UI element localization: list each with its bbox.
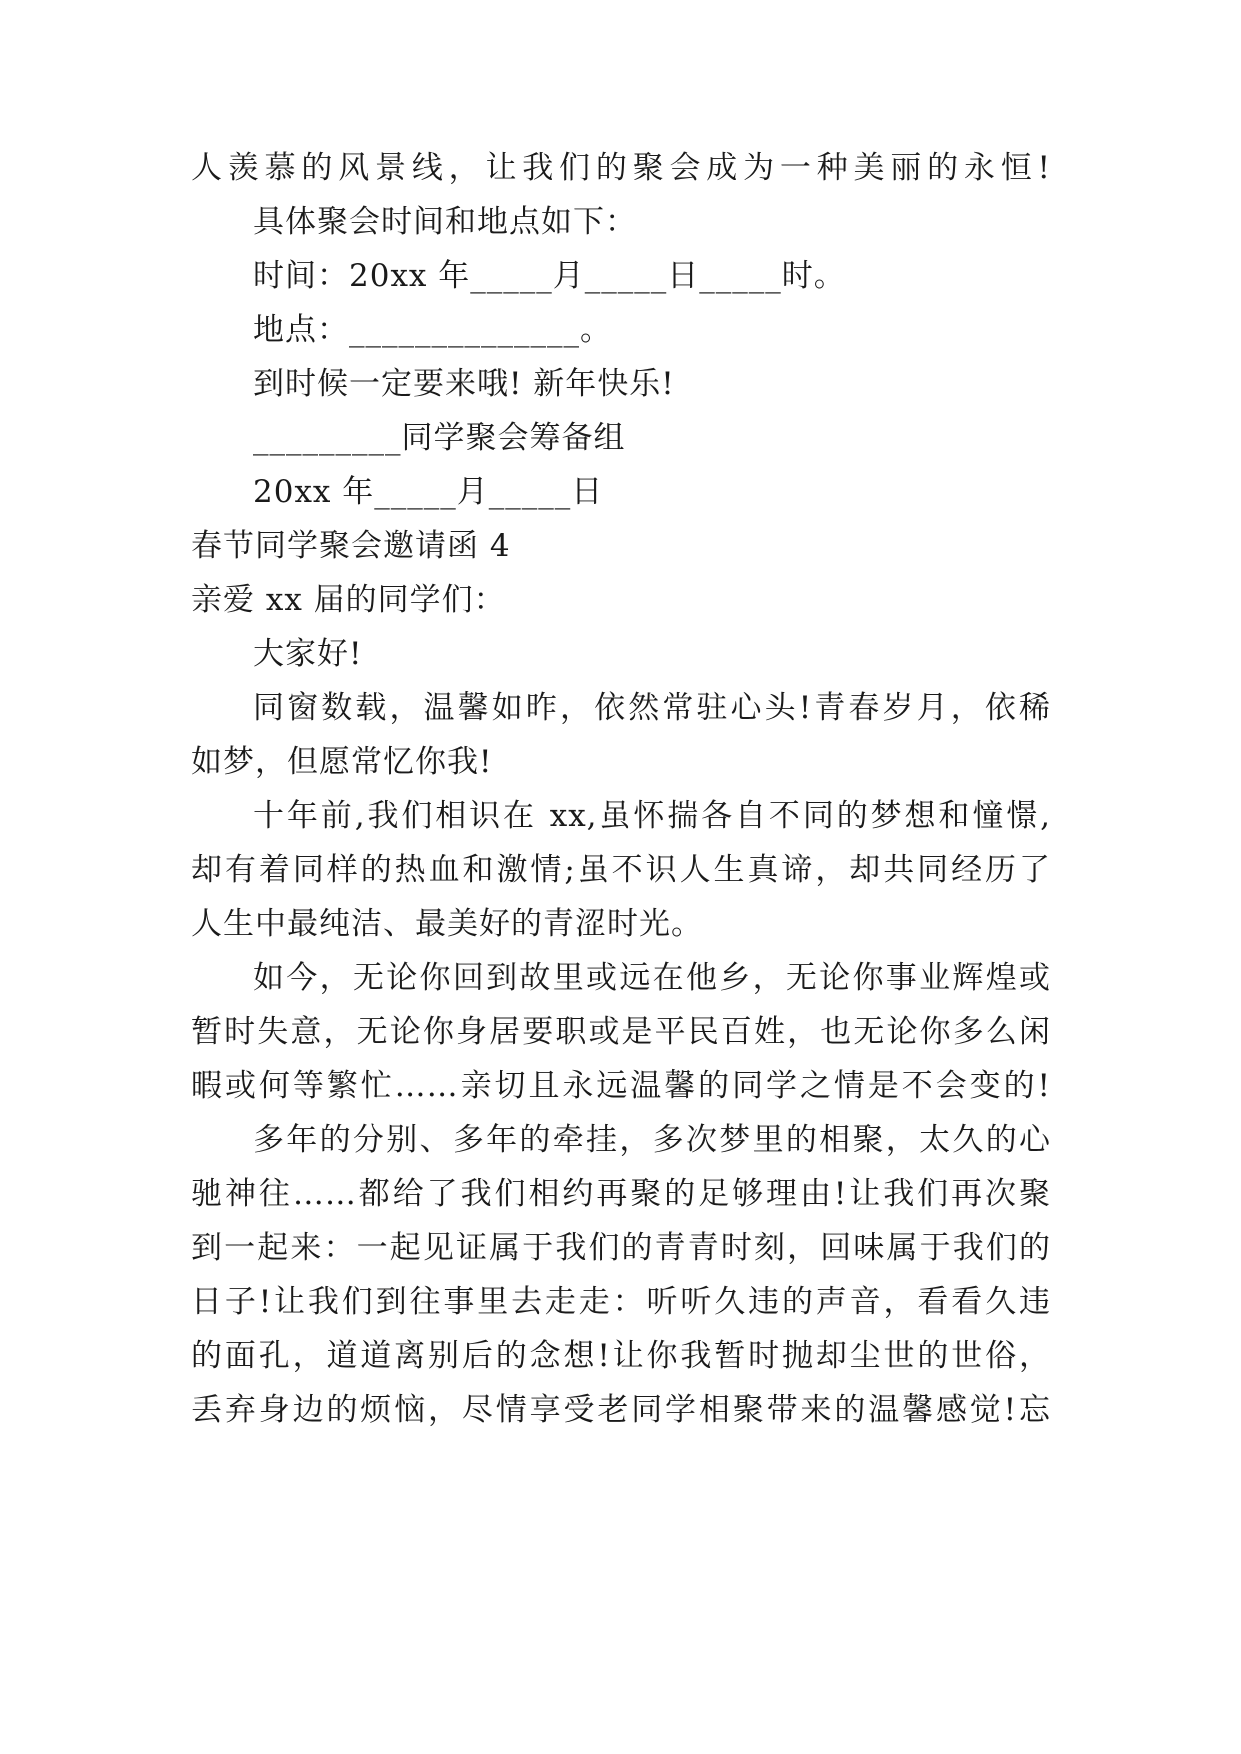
paragraph-line: 多年的分别、多年的牵挂，多次梦里的相聚，太久的心 bbox=[253, 1122, 1051, 1158]
salutation: 亲爱 xx 届的同学们： bbox=[191, 582, 506, 618]
paragraph-line: 日子!让我们到往事里去走走：听听久违的声音，看看久违 bbox=[191, 1284, 1051, 1320]
paragraph-line: 暇或何等繁忙……亲切且永远温馨的同学之情是不会变的! bbox=[191, 1068, 1051, 1104]
greeting: 大家好! bbox=[253, 636, 363, 672]
paragraph-line: 驰神往……都给了我们相约再聚的足够理由!让我们再次聚 bbox=[191, 1176, 1051, 1212]
paragraph-line: 却有着同样的热血和激情;虽不识人生真谛，却共同经历了 bbox=[191, 852, 1051, 888]
paragraph-line: 到一起来：一起见证属于我们的青青时刻，回味属于我们的 bbox=[191, 1230, 1051, 1266]
time-line: 时间：20xx 年_____月_____日_____时。 bbox=[253, 258, 846, 294]
section-title: 春节同学聚会邀请函 4 bbox=[191, 528, 511, 564]
location-line: 地点：______________。 bbox=[253, 312, 612, 348]
paragraph-line: 如梦，但愿常忆你我! bbox=[191, 744, 493, 780]
paragraph-line: 人羡慕的风景线，让我们的聚会成为一种美丽的永恒! bbox=[191, 150, 1051, 186]
paragraph-line: 人生中最纯洁、最美好的青涩时光。 bbox=[191, 906, 703, 942]
paragraph-line: 丢弃身边的烦恼，尽情享受老同学相聚带来的温馨感觉!忘 bbox=[191, 1392, 1051, 1428]
paragraph-line: 到时候一定要来哦! 新年快乐! bbox=[253, 366, 675, 402]
signature-line: _________同学聚会筹备组 bbox=[253, 420, 626, 456]
paragraph-line: 暂时失意，无论你身居要职或是平民百姓，也无论你多么闲 bbox=[191, 1014, 1051, 1050]
date-line: 20xx 年_____月_____日 bbox=[253, 474, 604, 510]
paragraph-line: 十年前,我们相识在 xx,虽怀揣各自不同的梦想和憧憬, bbox=[253, 798, 1051, 834]
paragraph-line: 的面孔，道道离别后的念想!让你我暂时抛却尘世的世俗， bbox=[191, 1338, 1051, 1374]
paragraph-line: 同窗数载，温馨如昨，依然常驻心头!青春岁月，依稀 bbox=[253, 690, 1051, 726]
paragraph-line: 具体聚会时间和地点如下： bbox=[253, 204, 637, 240]
paragraph-line: 如今，无论你回到故里或远在他乡，无论你事业辉煌或 bbox=[253, 960, 1051, 996]
